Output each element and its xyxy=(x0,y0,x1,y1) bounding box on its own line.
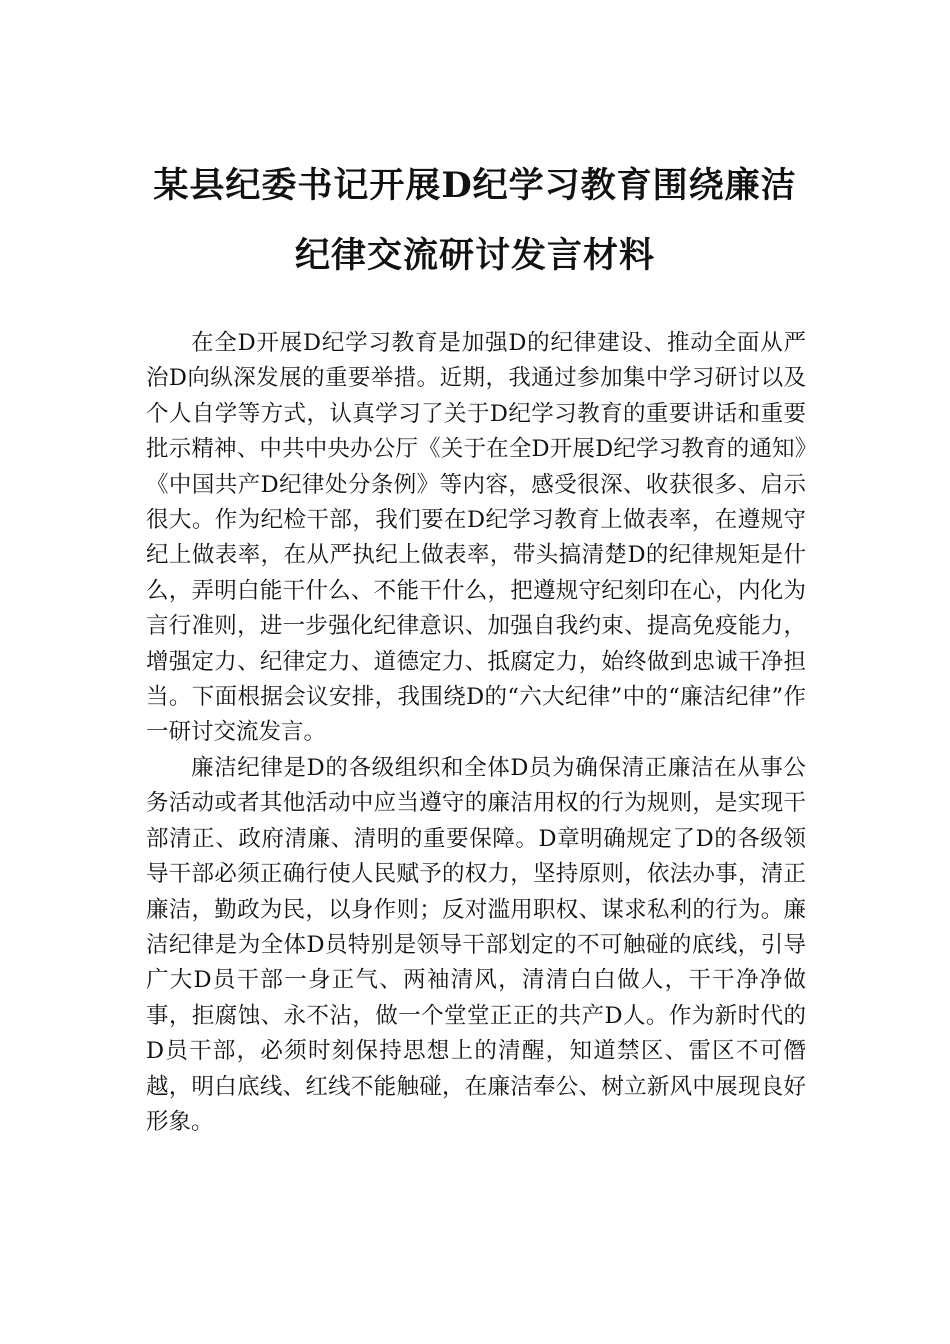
document-title-line-2: 纪律交流研讨发言材料 xyxy=(294,235,655,276)
document-title-line-1: 某县纪委书记开展D纪学习教育围绕廉洁 xyxy=(153,165,797,206)
document-body xyxy=(146,326,806,1140)
paragraph: 廉洁纪律是D的各级组织和全体D员为确保清正廉洁在从事公务活动或者其他活动中应当遵守的廉洁用权的行为规则，是实现干部清正、政府清廉、清明的重要保障。D章明确规定了D的各级领导干部必须正确行使人民赋予的权力，坚持原则，依法办事，清正廉洁，勤政为民，以身作则；反对滥用职权、谋求私利的行为。廉洁纪律是为全体D员特别是领导干部划定的不可触碰的底线，引导广大D员干部一身正气、两袖清风，清清白白做人，干干净净做事，拒腐蚀、永不沾，做一个堂堂正正的共产D人。作为新时代的D员干部，必须时刻保持思想上的清醒，知道禁区、雷区不可僭越，明白底线、红线不能触碰，在廉洁奉公、树立新风中展现良好形象。 xyxy=(146,754,806,1135)
paragraph: 在全D开展D纪学习教育是加强D的纪律建设、推动全面从严治D向纵深发展的重要举措。近期，我通过参加集中学习研讨以及个人自学等方式，认真学习了关于D纪学习教育的重要讲话和重要批示精神、中共中央办公厅《关于在全D开展D纪学习教育的通知》《中国共产D纪律处分条例》等内容，感受很深、收获很多、启示很大。作为纪检干部，我们要在D纪学习教育上做表率，在遵规守纪上做表率，在从严执纪上做表率，带头搞清楚D的纪律规矩是什么，弄明白能干什么、不能干什么，把遵规守纪刻印在心，内化为言行准则，进一步强化纪律意识、加强自我约束、提高免疫能力，增强定力、纪律定力、道德定力、抵腐定力，始终做到忠诚干净担当。下面根据会议安排，我围绕D的“六大纪律”中的“廉洁纪律”作一研讨交流发言。 xyxy=(146,330,806,746)
